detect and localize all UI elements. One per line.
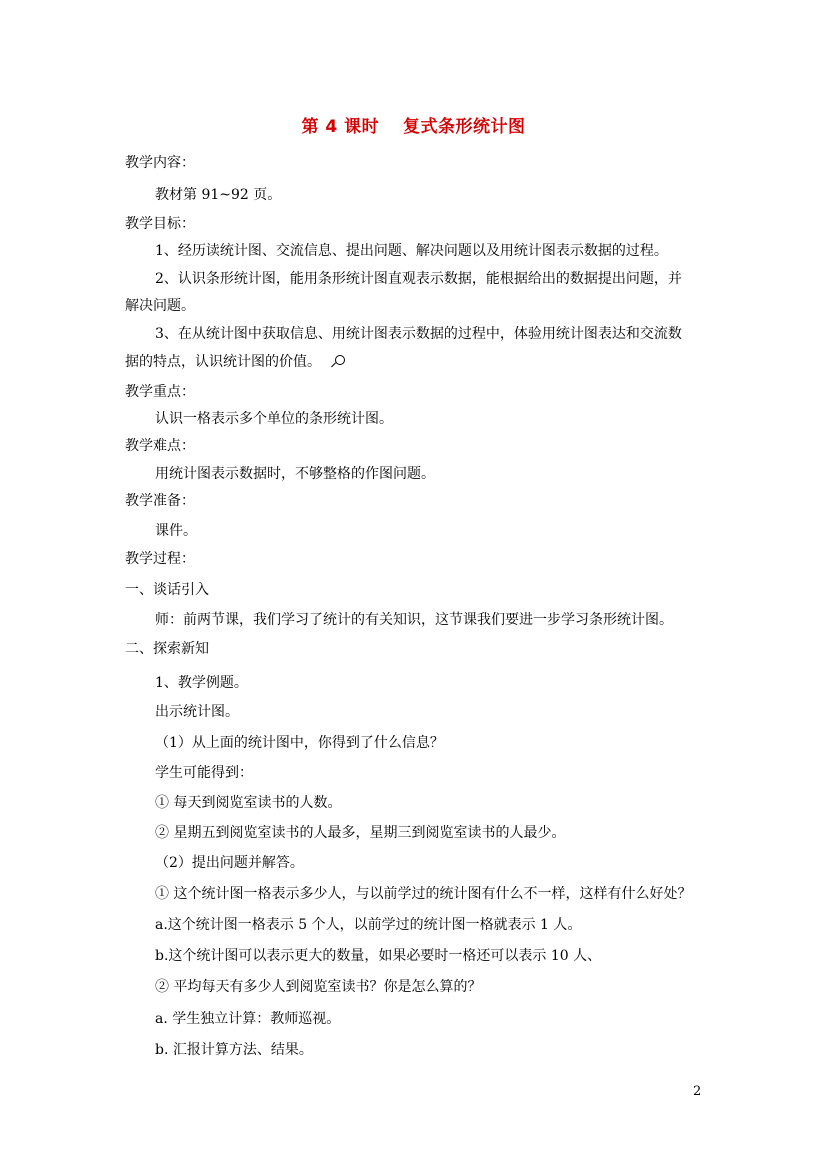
answer-1: ① 每天到阅览室读书的人数。 — [155, 795, 342, 811]
goal-2: 2、认识条形统计图，能用条形统计图直观表示数据，能根据给出的数据提出问题，并 — [155, 271, 682, 287]
sub-answer-a: a.这个统计图一格表示 5 个人，以前学过的统计图一格就表示 1 人。 — [155, 917, 582, 933]
heading-process: 教学过程： — [125, 551, 195, 567]
goal-3-cont: 据的特点，认识统计图的价值。 — [125, 352, 345, 372]
sub-answer-b: b.这个统计图可以表示更大的数量，如果必要时一格还可以表示 10 人、 — [155, 948, 602, 964]
question-2: （2）提出问题并解答。 — [155, 855, 304, 871]
section-1-heading: 一、谈话引入 — [125, 582, 209, 598]
page-title: 第 4 课时 复式条形统计图 — [301, 117, 526, 137]
answer-2: ② 星期五到阅览室读书的人最多，星期三到阅览室读书的人最少。 — [155, 825, 566, 841]
teacher-intro: 师：前两节课，我们学习了统计的有关知识，这节课我们要进一步学习条形统计图。 — [155, 612, 673, 628]
step-b: b. 汇报计算方法、结果。 — [155, 1042, 313, 1058]
step-a: a. 学生独立计算：教师巡视。 — [155, 1011, 341, 1027]
difficulty-text: 用统计图表示数据时，不够整格的作图问题。 — [155, 466, 435, 482]
show-chart: 出示统计图。 — [155, 704, 239, 720]
page-number: 2 — [693, 1084, 702, 1099]
key-point-text: 认识一格表示多个单位的条形统计图。 — [155, 411, 393, 427]
heading-goals: 教学目标： — [125, 216, 195, 232]
step-1: 1、教学例题。 — [155, 675, 248, 691]
sub-question-2: ② 平均每天有多少人到阅览室读书？你是怎么算的？ — [155, 979, 482, 995]
goal-2-cont: 解决问题。 — [125, 298, 195, 314]
heading-difficulty: 教学难点： — [125, 438, 195, 454]
sub-question-1: ① 这个统计图一格表示多少人，与以前学过的统计图有什么不一样，这样有什么好处？ — [155, 886, 692, 902]
heading-preparation: 教学准备： — [125, 493, 195, 509]
preparation-text: 课件。 — [155, 523, 197, 539]
goal-1: 1、经历读统计图、交流信息、提出问题、解决问题以及用统计图表示数据的过程。 — [155, 243, 668, 259]
section-2-heading: 二、探索新知 — [125, 641, 209, 657]
goal-3: 3、在从统计图中获取信息、用统计图表示数据的过程中，体验用统计图表达和交流数 — [155, 326, 682, 342]
content-text: 教材第 91~92 页。 — [155, 187, 282, 203]
question-1: （1）从上面的统计图中，你得到了什么信息？ — [155, 735, 444, 751]
heading-content: 教学内容： — [125, 155, 195, 171]
students-may-get: 学生可能得到： — [155, 765, 253, 781]
search-icon — [335, 355, 345, 365]
heading-key-point: 教学重点： — [125, 384, 195, 400]
